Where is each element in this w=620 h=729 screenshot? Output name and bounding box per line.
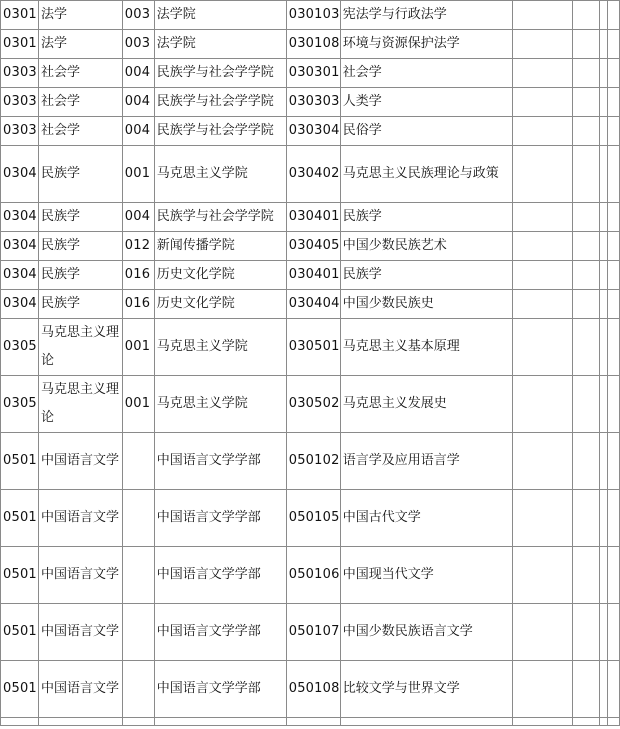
major-code-cell: 050105 (286, 490, 340, 547)
empty-cell (573, 261, 600, 290)
empty-cell (573, 319, 600, 376)
subject-code-cell: 0303 (1, 117, 39, 146)
subject-code-cell: 0304 (1, 290, 39, 319)
empty-cell (513, 59, 573, 88)
subject-code-cell: 0301 (1, 30, 39, 59)
subject-code-cell: 0305 (1, 319, 39, 376)
major-code-cell: 030501 (286, 319, 340, 376)
dept-code-cell: 001 (122, 319, 154, 376)
dept-code-cell: 016 (122, 261, 154, 290)
empty-cell (607, 433, 619, 490)
subject-name-cell: 民族学 (38, 261, 122, 290)
empty-cell (599, 261, 607, 290)
table-row (1, 290, 620, 319)
dept-code-cell: 016 (122, 290, 154, 319)
empty-cell (573, 490, 600, 547)
dept-code-cell (122, 490, 154, 547)
dept-code-cell: 004 (122, 117, 154, 146)
empty-cell (607, 718, 619, 726)
major-name-cell: 宪法学与行政法学 (340, 1, 513, 30)
empty-cell (573, 59, 600, 88)
empty-cell (607, 30, 619, 59)
table-row (1, 261, 620, 290)
dept-code-cell (122, 433, 154, 490)
subject-name-cell: 中国语言文学 (38, 490, 122, 547)
empty-cell (513, 490, 573, 547)
dept-name-cell: 马克思主义学院 (154, 146, 286, 203)
empty-cell (599, 376, 607, 433)
table-row (1, 1, 620, 30)
empty-cell (573, 376, 600, 433)
dept-name-cell: 历史文化学院 (154, 290, 286, 319)
table-row (1, 547, 620, 604)
empty-cell (513, 232, 573, 261)
empty-cell (513, 376, 573, 433)
empty-cell (607, 146, 619, 203)
dept-code-cell: 001 (122, 146, 154, 203)
subject-name-cell: 社会学 (38, 88, 122, 117)
dept-name-cell: 中国语言文学学部 (154, 433, 286, 490)
dept-name-cell: 法学院 (154, 30, 286, 59)
empty-cell (573, 661, 600, 718)
empty-cell (573, 88, 600, 117)
empty-cell (573, 146, 600, 203)
dept-name-cell: 民族学与社会学学院 (154, 59, 286, 88)
subject-code-cell: 0301 (1, 1, 39, 30)
dept-code-cell: 003 (122, 30, 154, 59)
dept-name-cell: 马克思主义学院 (154, 376, 286, 433)
dept-name-cell: 民族学与社会学学院 (154, 117, 286, 146)
subject-name-cell: 民族学 (38, 232, 122, 261)
empty-cell (607, 319, 619, 376)
subject-code-cell: 0501 (1, 604, 39, 661)
empty-cell (513, 1, 573, 30)
dept-code-cell (122, 604, 154, 661)
major-name-cell: 马克思主义基本原理 (340, 319, 513, 376)
subject-code-cell: 0304 (1, 146, 39, 203)
empty-cell (599, 319, 607, 376)
dept-code-cell: 003 (122, 1, 154, 30)
dept-name-cell: 民族学与社会学学院 (154, 88, 286, 117)
table-row (1, 376, 620, 433)
dept-code-cell: 004 (122, 88, 154, 117)
empty-cell (599, 146, 607, 203)
subject-name-cell: 法学 (38, 1, 122, 30)
subject-code-cell: 0305 (1, 376, 39, 433)
major-name-cell: 中国现当代文学 (340, 547, 513, 604)
subject-name-cell: 中国语言文学 (38, 661, 122, 718)
empty-cell (513, 433, 573, 490)
subject-code-cell: 0501 (1, 547, 39, 604)
empty-cell (513, 30, 573, 59)
major-name-cell: 比较文学与世界文学 (340, 661, 513, 718)
major-code-cell: 030401 (286, 261, 340, 290)
empty-cell (599, 30, 607, 59)
empty-cell (599, 604, 607, 661)
subject-name-cell: 中国语言文学 (38, 547, 122, 604)
empty-cell (607, 261, 619, 290)
major-code-cell: 050108 (286, 661, 340, 718)
table-row (1, 203, 620, 232)
dept-name-cell: 中国语言文学学部 (154, 490, 286, 547)
empty-cell (599, 232, 607, 261)
program-table-body (1, 1, 620, 726)
table-row (1, 59, 620, 88)
empty-cell (607, 1, 619, 30)
major-name-cell: 中国少数民族史 (340, 290, 513, 319)
major-name-cell: 民族学 (340, 203, 513, 232)
subject-name-cell: 马克思主义理论 (38, 319, 122, 376)
dept-code-cell: 001 (122, 376, 154, 433)
major-name-cell: 中国少数民族语言文学 (340, 604, 513, 661)
major-name-cell: 环境与资源保护法学 (340, 30, 513, 59)
table-row-partial (1, 718, 620, 726)
empty-cell (599, 490, 607, 547)
empty-cell (513, 604, 573, 661)
table-row (1, 232, 620, 261)
major-code-cell: 030402 (286, 146, 340, 203)
empty-cell (573, 604, 600, 661)
empty-cell (599, 547, 607, 604)
empty-cell (607, 547, 619, 604)
table-row (1, 146, 620, 203)
empty-cell (286, 718, 340, 726)
major-name-cell: 中国古代文学 (340, 490, 513, 547)
table-row (1, 604, 620, 661)
subject-name-cell: 社会学 (38, 117, 122, 146)
table-row (1, 319, 620, 376)
major-code-cell: 050106 (286, 547, 340, 604)
dept-name-cell: 中国语言文学学部 (154, 661, 286, 718)
table-row (1, 88, 620, 117)
empty-cell (607, 661, 619, 718)
major-code-cell: 030103 (286, 1, 340, 30)
subject-name-cell: 马克思主义理论 (38, 376, 122, 433)
dept-name-cell: 法学院 (154, 1, 286, 30)
subject-code-cell: 0303 (1, 59, 39, 88)
empty-cell (573, 290, 600, 319)
empty-cell (513, 88, 573, 117)
empty-cell (607, 490, 619, 547)
empty-cell (573, 232, 600, 261)
empty-cell (599, 661, 607, 718)
empty-cell (513, 547, 573, 604)
subject-name-cell: 民族学 (38, 203, 122, 232)
subject-name-cell: 民族学 (38, 290, 122, 319)
empty-cell (599, 433, 607, 490)
empty-cell (607, 290, 619, 319)
empty-cell (607, 59, 619, 88)
table-row (1, 30, 620, 59)
empty-cell (573, 30, 600, 59)
empty-cell (607, 203, 619, 232)
subject-name-cell: 中国语言文学 (38, 604, 122, 661)
empty-cell (513, 319, 573, 376)
dept-name-cell: 马克思主义学院 (154, 319, 286, 376)
major-name-cell: 马克思主义发展史 (340, 376, 513, 433)
empty-cell (340, 718, 513, 726)
empty-cell (513, 146, 573, 203)
subject-code-cell: 0501 (1, 490, 39, 547)
major-name-cell: 人类学 (340, 88, 513, 117)
table-row (1, 433, 620, 490)
dept-name-cell: 历史文化学院 (154, 261, 286, 290)
dept-name-cell: 中国语言文学学部 (154, 604, 286, 661)
empty-cell (599, 1, 607, 30)
table-row (1, 117, 620, 146)
empty-cell (573, 117, 600, 146)
empty-cell (513, 203, 573, 232)
major-code-cell: 030404 (286, 290, 340, 319)
major-name-cell: 语言学及应用语言学 (340, 433, 513, 490)
empty-cell (38, 718, 122, 726)
empty-cell (599, 59, 607, 88)
major-name-cell: 社会学 (340, 59, 513, 88)
empty-cell (573, 433, 600, 490)
major-code-cell: 030304 (286, 117, 340, 146)
major-name-cell: 马克思主义民族理论与政策 (340, 146, 513, 203)
empty-cell (599, 290, 607, 319)
major-name-cell: 中国少数民族艺术 (340, 232, 513, 261)
empty-cell (573, 1, 600, 30)
empty-cell (513, 661, 573, 718)
major-code-cell: 030401 (286, 203, 340, 232)
subject-name-cell: 中国语言文学 (38, 433, 122, 490)
subject-name-cell: 法学 (38, 30, 122, 59)
dept-code-cell: 012 (122, 232, 154, 261)
subject-code-cell: 0501 (1, 661, 39, 718)
subject-name-cell: 社会学 (38, 59, 122, 88)
empty-cell (607, 376, 619, 433)
dept-name-cell: 新闻传播学院 (154, 232, 286, 261)
table-row (1, 490, 620, 547)
major-code-cell: 050107 (286, 604, 340, 661)
dept-code-cell (122, 547, 154, 604)
dept-code-cell: 004 (122, 59, 154, 88)
empty-cell (122, 718, 154, 726)
subject-code-cell: 0304 (1, 232, 39, 261)
major-name-cell: 民俗学 (340, 117, 513, 146)
empty-cell (599, 203, 607, 232)
table-row (1, 661, 620, 718)
major-code-cell: 030303 (286, 88, 340, 117)
empty-cell (573, 203, 600, 232)
major-code-cell: 030405 (286, 232, 340, 261)
empty-cell (607, 232, 619, 261)
subject-code-cell: 0303 (1, 88, 39, 117)
empty-cell (599, 88, 607, 117)
empty-cell (573, 718, 600, 726)
empty-cell (573, 547, 600, 604)
empty-cell (599, 117, 607, 146)
major-name-cell: 民族学 (340, 261, 513, 290)
empty-cell (1, 718, 39, 726)
empty-cell (513, 718, 573, 726)
subject-code-cell: 0501 (1, 433, 39, 490)
major-code-cell: 030301 (286, 59, 340, 88)
dept-code-cell (122, 661, 154, 718)
subject-code-cell: 0304 (1, 261, 39, 290)
major-code-cell: 030502 (286, 376, 340, 433)
empty-cell (599, 718, 607, 726)
empty-cell (154, 718, 286, 726)
subject-code-cell: 0304 (1, 203, 39, 232)
empty-cell (513, 290, 573, 319)
subject-name-cell: 民族学 (38, 146, 122, 203)
major-code-cell: 050102 (286, 433, 340, 490)
empty-cell (513, 117, 573, 146)
dept-code-cell: 004 (122, 203, 154, 232)
empty-cell (513, 261, 573, 290)
dept-name-cell: 民族学与社会学学院 (154, 203, 286, 232)
dept-name-cell: 中国语言文学学部 (154, 547, 286, 604)
major-code-cell: 030108 (286, 30, 340, 59)
empty-cell (607, 117, 619, 146)
empty-cell (607, 88, 619, 117)
empty-cell (607, 604, 619, 661)
